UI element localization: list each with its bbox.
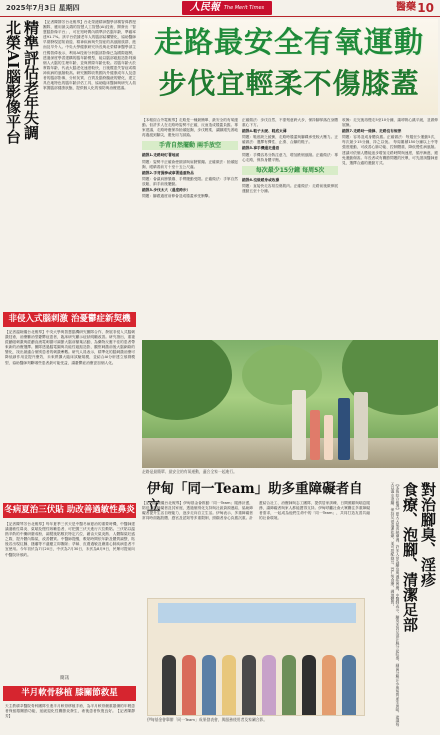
sanfu-patch-body: 【記者陳琴芳台北報導】每年夏季三伏天是中醫冬病夏治的重要時機，中醫師建議過敏性鼻炎、氣喘及慢性咳嗽患者，可把握三伏天進行穴位敷貼。三伏貼以溫熱辛散的中藥研磨成粉，調製後貼敷於特定穴位，藉由天氣炎熱、人體陽氣旺盛之際，提升體內陽氣，改善體質。中醫師提醒，敷貼時間依年齡及體質調整，貼後若出現紅腫、搔癢等不適應立即撕除；孕婦、皮膚過敏及嚴重心肺疾病患者不宜使用。今年初伏為7月20日，中伏為7月30日，末伏為8月9日，民眾可提前向中醫院所預約。 <box>5 522 135 557</box>
eden-photo-caption: 伊甸基金會舉辦「同一Team」成果發表會，與服務使用者及家屬合影。 <box>147 717 268 722</box>
mistake-7-text: 問題：容易造成身體負擔。正確做法：每週至少運動5次，每次最少15分鐘，持之以恆。 <box>342 135 438 145</box>
photo-caption: 走路是最簡單、最安全的有氧運動，適合全家一起進行。 <box>142 469 237 474</box>
subhead-mistake-1: 錯誤1.走路時盯著地面 <box>142 153 180 158</box>
person-figure <box>342 655 356 715</box>
person-figure <box>182 655 196 715</box>
col3-text-3: 每周累積150分鐘以上中等強度運動，可改善心肺功能、控制體重，降低慢性病風險。建議可依個人體能逐步增加走路時間與速度，循序漸進，避免運動傷害。年長者或有關節問題的民眾，可先諮詢醫師意見，選擇合適的運動方式。 <box>342 140 438 165</box>
left-article-body: 【記者陳靜芳台北報導】台北榮總精神醫學部楊智偉教授團隊，應用最尖端的智慧人工智慧(AI)技術，開發出「智慧腦影像平台」，可在短時間內精準評估腦年齡，準確率達91.7%。該平台依據老年人的腦部結構變化，協助醫師早期發現認知衰退、精神疾病與失智症的高風險族群，進而及早介入。中央大學健康研究所長與北榮精神醫學部主任楊智偉表示，利用AI技術分析腦部影像已為國際趨勢，透過深度學習建構的腦年齡模型，能以腦部磁振造影判讀個人大腦的生理年齡，並與實際年齡比較。若腦年齡大於實際年齡，代表大腦老化速度較快，日後罹患失智症或精神疾病的風險較高。研究團隊收集國內外健康成年人及患者的腦部影像，分析灰質、白質及腦脊髓液的變化，建立具在地特色的腦年齡評估工具，協助臨床醫師與研究人員掌握腦部健康狀態，提供個人化的預防與治療建議。 <box>43 20 136 91</box>
col2-text-1: 正確做法：步伐自然，不需刻意跨大步，保持腳掌落在身體重心下方。 <box>242 118 338 128</box>
person-figure <box>322 655 336 715</box>
article-intro: 【本報綜合外電報導】走路是一種最簡單、最安全的有氧運動。但許多人在走路時姿勢不正確，反而造成膝蓋負擔。專家建議，走路時應保持抬頭挺胸，步伐輕柔，讓腳跟先著地再過渡到腳尖，避免用力踩踏。 <box>142 118 238 138</box>
family-walking-photo <box>142 340 438 468</box>
subhead-mistake-4: 錯誤4.鞋子太硬、鞋底太薄 <box>242 129 287 134</box>
tree-shape <box>242 345 322 405</box>
eden-group-photo <box>147 598 365 716</box>
mistake-2-text: 問題：會讓肩膀緊繃、手臂擺動受限。正確做法：手掌自然放鬆，兩手前後擺動。 <box>142 176 238 186</box>
left-headline-2: 精準評估老年失調 <box>22 20 40 140</box>
mistake-6-text: 問題：直接快走容易拉傷肌肉。正確做法：走路前後做伸展運動五至十分鐘。 <box>242 183 338 194</box>
person-figure <box>354 392 368 460</box>
eden-headline: 伊甸「同一Team」助多重障礙者自立 <box>147 481 363 514</box>
person-figure <box>202 655 216 715</box>
mistake-3-text: 問題：腳跟過度前伸會造成膝蓋承受衝擊。 <box>142 194 213 199</box>
article-column-2 <box>242 118 338 336</box>
subhead-mistake-7: 錯誤7.走路時一條線、走路沒有規律 <box>342 129 402 134</box>
mistake-5-text: 問題：手機容易分散注意力，增加跌倒風險。正確做法：專心走路，保持身體平衡。 <box>242 152 338 162</box>
person-figure <box>282 655 296 715</box>
foot-care-headline-2: 對治腳臭、淫疹 <box>419 482 437 587</box>
event-backdrop <box>158 603 356 623</box>
walking-path <box>142 438 438 468</box>
tree-shape <box>142 340 232 420</box>
person-figure <box>292 390 306 460</box>
brief-tag-label: 簡訊 <box>60 676 69 681</box>
person-figure <box>324 415 333 460</box>
page-number: 10 <box>417 1 434 15</box>
article-column-1 <box>142 118 238 336</box>
subhead-mistake-2: 錯誤2.手背握拳或拿著過重物品 <box>142 170 194 175</box>
masthead-english: The Merit Times <box>223 4 265 11</box>
sanfu-patch-banner: 冬病夏治三伏貼 助改善過敏性鼻炎 <box>3 503 136 518</box>
masthead-logo <box>182 1 272 15</box>
person-figure <box>338 398 350 460</box>
person-figure <box>302 655 316 715</box>
main-subheadline: 步伐宜輕柔不傷膝蓋 <box>158 67 420 100</box>
left-headline-1: 北榮AI腦影像平台 <box>4 20 22 144</box>
person-figure <box>222 655 236 715</box>
person-figure <box>162 655 176 715</box>
meniscus-body: 天主教耕莘醫院骨科團隊引進半月軟骨移植手術，為半月軟骨嚴重損傷的年輕患者保留膝關節功能，延緩退化性關節炎發生，術後患者恢復良好。【記者陳靜芳】 <box>5 704 135 719</box>
foot-care-body: 【本報綜合報導】夏天天氣炎熱潮濕，許多人常為腳臭與濕疹困擾。中醫師表示，腳臭多因足部汗腺分泌旺盛，細菌分解汗水與角質產生異味，建議每天以溫水泡腳，保持足部清潔乾燥，並可搭配綠豆、薏仁等食療，調理體質。 <box>391 482 400 727</box>
issue-date: 2025年7月3日 星期四 <box>6 4 80 12</box>
meniscus-banner: 半月軟骨移植 膝關節救星 <box>3 686 136 701</box>
article-column-3 <box>342 118 438 336</box>
left-column <box>3 18 138 735</box>
green-subhead-1: 手背自然擺動 兩手放空 <box>142 141 238 150</box>
green-subhead-2: 每次最少15分鐘 每周5次 <box>242 166 338 175</box>
brain-stimulation-body: 【記者溫婉儀台北報導】中央大學與智慧腦機研究團隊合作，發展非侵入式腦刺激技術，治療難治型憂鬱症患者，臨床研究顯示症狀明顯改善。研究指出，重複經顱磁刺激與經顱直流電刺激可調節大腦前額葉活動，為藥物反應不佳的患者帶來新的治療選擇。團隊透過腦電圖與功能性磁振造影，觀察刺激前後大腦網絡的變化，找出最適合個別患者的刺激參數。研究人員表示，精準化的腦刺激治療可降低副作用並提升療效，未來將擴大臨床試驗規模，並結合AI分析建立預測模型，協助醫師判斷哪些患者最可能受益，讓憂鬱症治療更加個人化。 <box>5 330 135 365</box>
mistake-4-text: 問題：鞋底缺乏緩衝，走路時膝蓋與腳踝承受較大壓力。正確做法：選擇有彈性、止滑、合腳的鞋子。 <box>242 135 338 145</box>
subhead-mistake-6: 錯誤6.沒做暖身或收操 <box>242 177 280 182</box>
subhead-mistake-5: 錯誤5.拿手機邊走邊看 <box>242 146 280 151</box>
person-figure <box>310 410 320 460</box>
main-headline: 走路最安全有氧運動 <box>153 25 424 59</box>
foot-care-headline-1: 食療、泡腳、清潔足部 <box>401 482 419 632</box>
brain-stimulation-banner: 非侵入式腦刺激 治憂鬱症新契機 <box>3 312 136 327</box>
subhead-mistake-3: 錯誤3.步伐太大（過度跨步） <box>142 188 191 193</box>
masthead-chinese: 人民報 <box>189 1 220 13</box>
person-figure <box>242 655 256 715</box>
section-name: 醫藥 <box>396 2 416 13</box>
page-header <box>0 0 440 17</box>
brief-tag <box>58 676 71 682</box>
person-figure <box>262 655 276 715</box>
col3-text-1: 收操：走完後再慢走5至10分鐘，讓呼吸心跳平緩，並做伸展操。 <box>342 118 438 128</box>
mistake-1-text: 問題：姿勢不正確會使頸部與肩膀緊繃。正確做法：抬頭挺胸，眼睛看前方十至十五公尺處。 <box>142 159 238 169</box>
eden-article-body: 【記者溫婉儀台北報導】伊甸基金會推動「同一Team」服務計畫，陪伴多重障礙者及其家庭，透過個別化支持與社區資源連結，協助障礙者提升生活自理能力，逐步走向自立生活。伊甸表示，多重障礙者常同時面臨肢體、感官及認知等多重限制，照顧者身心負擔沉重。計畫結合社工、治療師與志工團隊，提供居家訓練、日間照顧與喘息服務，讓障礙者與家人都能獲得支持。伊甸呼籲社會大眾關注多重障礙者需求，一起成為他們生命中的「同一Team」，共同打造友善共融的社會環境。 <box>142 501 370 521</box>
